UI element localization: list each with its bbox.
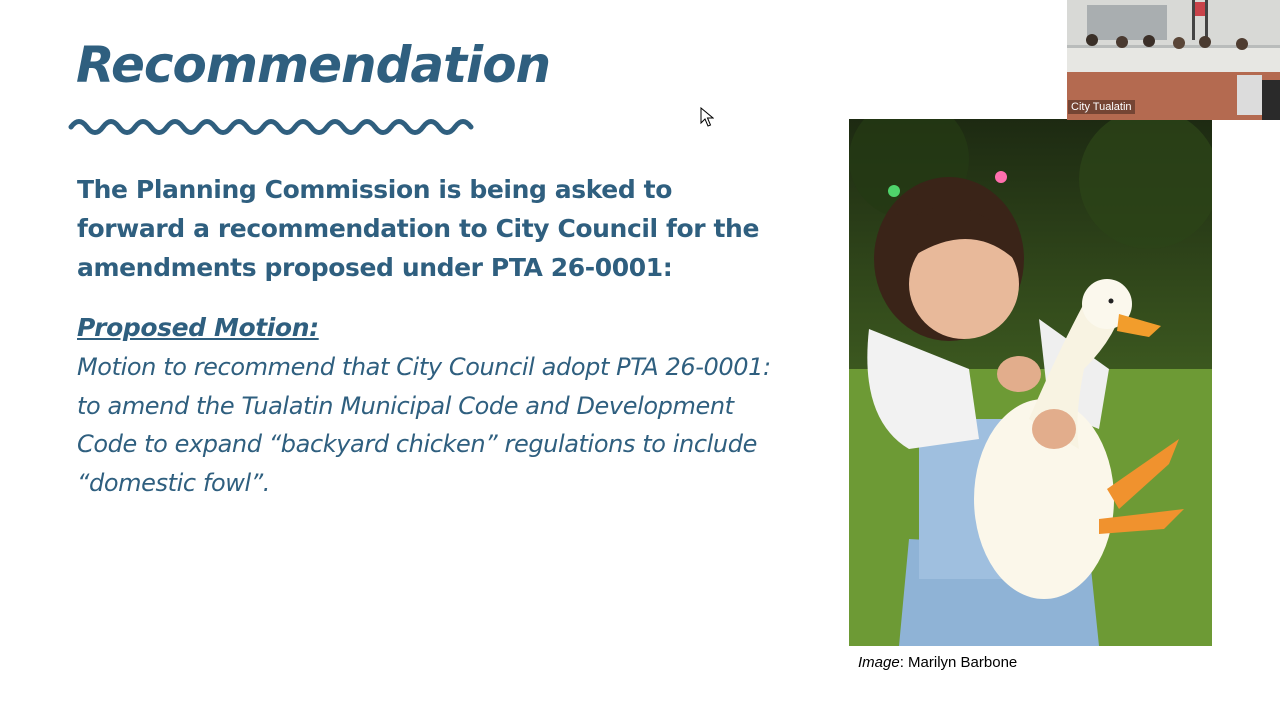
wave-divider [68,116,480,138]
slide-body-text: The Planning Commission is being asked to forward a recommendation to City Council for the amendments proposed under PTA 26-0001: [77,175,760,282]
caption-credit: Marilyn Barbone [903,654,1018,671]
image-caption [858,654,1017,671]
girl-holding-duck-photo [849,119,1212,646]
proposed-motion-heading: Proposed Motion: [77,313,319,342]
proposed-motion-text: Motion to recommend that City Council adopt PTA 26-0001: to amend the Tualatin Municipal Code and Development Code to expand “backyard chicken” regulations to include “domestic fowl”. [77,353,771,497]
caption-label: Image [858,654,900,671]
caption-separator: : [899,654,904,671]
participant-name-label: City Tualatin [1068,100,1135,114]
mouse-pointer-icon [700,107,714,127]
slide-title: Recommendation [76,36,551,94]
